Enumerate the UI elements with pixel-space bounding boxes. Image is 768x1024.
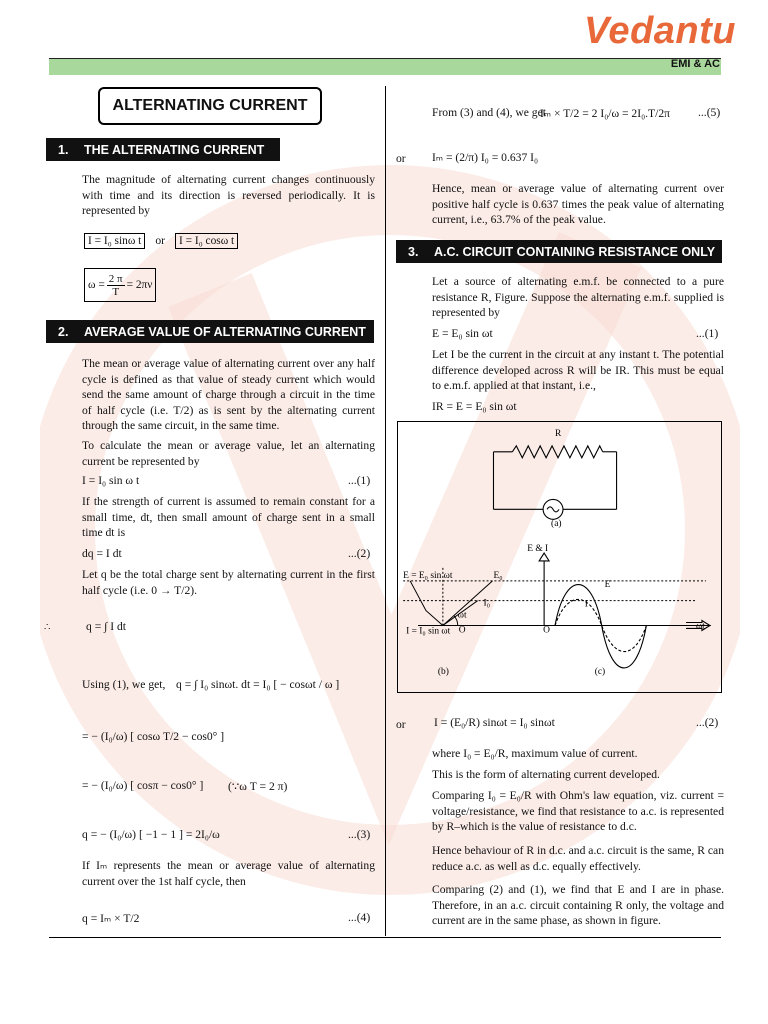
ref-4: ...(4)	[348, 911, 371, 924]
small-charge-text: If the strength of current is assumed to remain constant for a small time, dt, then small amount of charge sent in a small time dt is	[82, 495, 375, 540]
label-O2: O	[543, 625, 550, 636]
column-divider	[385, 86, 386, 936]
eq-4: q = Iₘ × T/2	[82, 912, 140, 925]
footer-rule	[49, 937, 721, 938]
current-equations: I = I₀ sinω t or I = I₀ cosω t	[84, 231, 238, 249]
eq-step-b-note: (∵ω T = 2 π)	[228, 780, 288, 793]
ref-2: ...(2)	[348, 547, 371, 560]
label-I: I	[584, 599, 588, 610]
circuit-figure	[397, 421, 722, 693]
label-I0: I₀	[483, 598, 490, 609]
from-label: From (3) and (4), we get	[432, 106, 546, 119]
label-R: R	[555, 428, 562, 439]
waveform	[539, 553, 710, 668]
eq-cos: I = I₀ cosω t	[175, 233, 238, 249]
phase-text: Comparing (2) and (1), we find that E and I are in phase. Therefore, in an a.c. circuit containing R only, the voltage and current are in the same phase, as shown in figure.	[432, 883, 724, 928]
eq-2: dq = I dt	[82, 547, 122, 560]
ref-I: ...(2)	[696, 716, 719, 729]
label-E: E	[604, 579, 611, 590]
label-axis-wt: ωt	[695, 621, 705, 632]
integral-charge: q = ∫ I dt	[86, 620, 126, 633]
section-1-intro: The magnitude of alternating current changes continuously with time and its direction is reversed periodically. It is represented by	[82, 173, 375, 218]
section-3-header: 3. A.C. CIRCUIT CONTAINING RESISTANCE ONLY	[396, 240, 722, 263]
ref-E: ...(1)	[696, 327, 719, 340]
ref-5: ...(5)	[698, 106, 721, 119]
label-c: (c)	[594, 667, 606, 678]
label-b: (b)	[437, 667, 449, 678]
eq-3: q = − (I₀/ω) [ −1 − 1 ] = 2I₀/ω	[82, 828, 220, 841]
form-text: This is the form of alternating current developed.	[432, 768, 660, 781]
label-i-eq: I = I₀ sin ωt	[406, 626, 451, 637]
resistor-circuit	[493, 446, 616, 519]
eq-sin: I = I₀ sinω t	[84, 233, 145, 249]
stray-mark: ∴	[44, 622, 51, 633]
label-E0: E₀	[493, 570, 503, 581]
chapter-label: EMI & AC	[670, 58, 720, 70]
brand-logo: Vedantu	[584, 10, 736, 52]
mean-conclusion: Hence, mean or average value of alternating current over positive half cycle is 0.637 times the peak value of alternating current, i.e., 63.7% of the peak value.	[432, 182, 724, 227]
or-label: or	[396, 152, 406, 165]
using-label: Using (1), we get,	[82, 678, 166, 691]
label-wt-phasor: ωt	[457, 610, 467, 621]
label-O1: O	[458, 625, 466, 636]
ref-3: ...(3)	[348, 828, 371, 841]
section-2-header: 2. AVERAGE VALUE OF ALTERNATING CURRENT	[46, 320, 374, 343]
ref-1: ...(1)	[348, 474, 371, 487]
max-current-text: where I₀ = E₀/R, maximum value of current.	[432, 747, 638, 760]
average-definition: The mean or average value of alternating current over any half cycle is defined as that value of steady current which would send the same amount of charge through a circuit in the time of half cycle (i.e. T/2) as is sent by the alternating current through the same circuit, in the same time.	[82, 357, 375, 433]
label-EI: E & I	[527, 544, 549, 555]
behaviour-text: Hence behaviour of R in d.c. and a.c. circuit is the same, R can reduce a.c. as well as d.c. equally effectively.	[432, 844, 724, 873]
or2-label: or	[396, 718, 406, 731]
eq-E: E = E₀ sin ωt	[432, 327, 493, 340]
page-title: ALTERNATING CURRENT	[98, 87, 322, 125]
eq-step-b: = − (I₀/ω) [ cosπ − cos0° ]	[82, 779, 204, 792]
header-band	[49, 58, 721, 75]
ohms-law-text: Comparing I₀ = E₀/R with Ohm's law equation, viz. current = voltage/resistance, we find that resistance to a.c. is represented by R–which is the value of resistance to d.c.	[432, 789, 724, 834]
resistance-intro: Let a source of alternating e.m.f. be connected to a pure resistance R, Figure. Suppose the alternating e.m.f. supplied is represented by	[432, 275, 724, 320]
potential-difference-text: Let I be the current in the circuit at any instant t. The potential difference developed across R will be IR. This must be equal to e.m.f. applied at that instant, i.e.,	[432, 348, 724, 393]
eq-step-a: = − (I₀/ω) [ cosω T/2 − cos0° ]	[82, 730, 225, 743]
calc-intro: To calculate the mean or average value, let an alternating current be represented by	[82, 439, 375, 468]
label-a: (a)	[551, 519, 562, 530]
eq-using: q = ∫ I₀ sinωt. dt = I₀ [ − cosωt / ω ]	[176, 678, 340, 691]
eq-1: I = I₀ sin ω t	[82, 474, 140, 487]
eq-im: Iₘ = (2/π) I₀ = 0.637 I₀	[432, 151, 539, 164]
section-1-header: 1. THE ALTERNATING CURRENT	[46, 138, 280, 161]
eq-I: I = (E₀/R) sinωt = I₀ sinωt	[434, 716, 555, 729]
eq-IR: IR = E = E₀ sin ωt	[432, 400, 517, 413]
omega-equation: ω = $\frac{2 \pi}{T}$ = 2πν	[84, 268, 156, 302]
eq-5: Iₘ × T/2 = 2 I₀/ω = 2I₀.T/2π	[540, 107, 670, 120]
label-e-eq: E = E₀ sin ωt	[403, 570, 453, 581]
total-charge-text: Let q be the total charge sent by alternating current in the first half cycle (i.e. 0 → T/2).	[82, 568, 375, 597]
mean-value-text: If Iₘ represents the mean or average value of alternating current over the 1st half cycle, then	[82, 859, 375, 888]
